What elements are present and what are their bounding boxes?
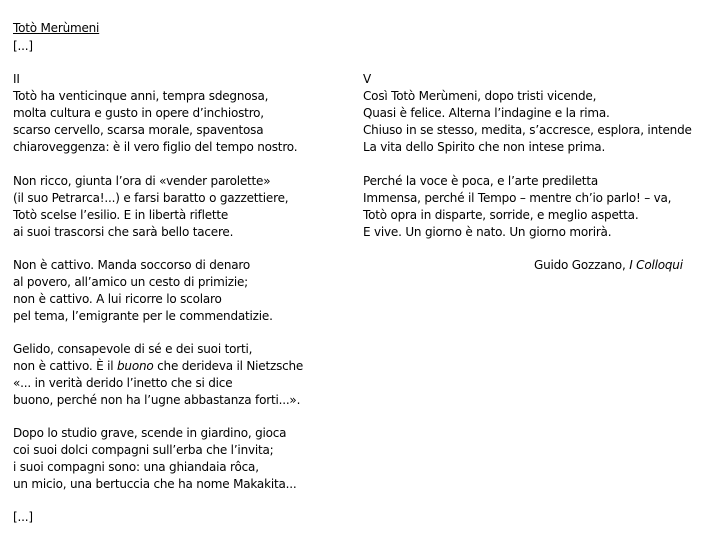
verse-line: Totò opra in disparte, sorride, e meglio aspetta. <box>363 208 639 222</box>
section-label-v: V <box>363 72 372 86</box>
verse-line: ai suoi trascorsi che sarà bello tacere. <box>13 225 234 239</box>
verse-line: Così Totò Merùmeni, dopo tristi vicende, <box>363 89 597 103</box>
verse-line: i suoi compagni sono: una ghiandaia rôca, <box>13 460 259 474</box>
ellipsis-bottom: [...] <box>13 510 33 524</box>
verse-line: chiaroveggenza: è il vero figlio del tempo nostro. <box>13 140 298 154</box>
italic-word: buono <box>117 359 154 373</box>
verse-line: La vita dello Spirito che non intese prima. <box>363 140 606 154</box>
verse-line: (il suo Petrarca!...) e farsi baratto o gazzettiere, <box>13 191 289 205</box>
verse-fragment: che derideva il Nietzsche <box>153 359 304 373</box>
verse-line: Quasi è felice. Alterna l’indagine e la rima. <box>363 106 610 120</box>
verse-line: Totò scelse l’esilio. E in libertà riflette <box>13 208 229 222</box>
verse-line: Chiuso in se stesso, medita, s’accresce, esplora, intende <box>363 123 692 137</box>
ellipsis-top: [...] <box>13 39 33 53</box>
verse-line: molta cultura e gusto in opere d’inchiostro, <box>13 106 264 120</box>
left-stanza-1 <box>13 71 297 156</box>
verse-line: Gelido, consapevole di sé e dei suoi torti, <box>13 342 253 356</box>
verse-line: buono, perché non ha l’ugne abbastanza forti...». <box>13 393 301 407</box>
verse-line: Non ricco, giunta l’ora di «vender parolette» <box>13 174 271 188</box>
verse-line: non è cattivo. A lui ricorre lo scolaro <box>13 292 222 306</box>
left-stanza-2 <box>13 173 288 241</box>
signature-work: I Colloqui <box>629 258 683 272</box>
signature <box>534 257 683 274</box>
verse-line: Dopo lo studio grave, scende in giardino, gioca <box>13 426 287 440</box>
left-stanza-4 <box>13 341 303 409</box>
verse-line <box>13 358 303 375</box>
verse-line: Immensa, perché il Tempo – mentre ch’io parlo! – va, <box>363 191 672 205</box>
verse-line: un micio, una bertuccia che ha nome Makakita... <box>13 477 297 491</box>
right-stanza-1 <box>363 71 692 156</box>
verse-line: E vive. Un giorno è nato. Un giorno morirà. <box>363 225 612 239</box>
left-stanza-3 <box>13 257 273 325</box>
verse-fragment: non è cattivo. È il <box>13 359 118 373</box>
verse-line: Non è cattivo. Manda soccorso di denaro <box>13 258 250 272</box>
signature-author: Guido Gozzano, <box>534 258 630 272</box>
section-label-ii: II <box>13 72 20 86</box>
verse-line: coi suoi dolci compagni sull’erba che l’invita; <box>13 443 274 457</box>
verse-line: al povero, all’amico un cesto di primizie; <box>13 275 249 289</box>
verse-line: scarso cervello, scarsa morale, spaventosa <box>13 123 264 137</box>
verse-line: pel tema, l’emigrante per le commendatizie. <box>13 309 273 323</box>
poem-title: Totò Merùmeni <box>13 21 100 35</box>
verse-line: «... in verità derido l’inetto che si dice <box>13 376 233 390</box>
verse-line: Totò ha venticinque anni, tempra sdegnosa, <box>13 89 269 103</box>
right-stanza-2 <box>363 173 671 241</box>
verse-line: Perché la voce è poca, e l’arte prediletta <box>363 174 598 188</box>
left-stanza-5 <box>13 425 296 493</box>
